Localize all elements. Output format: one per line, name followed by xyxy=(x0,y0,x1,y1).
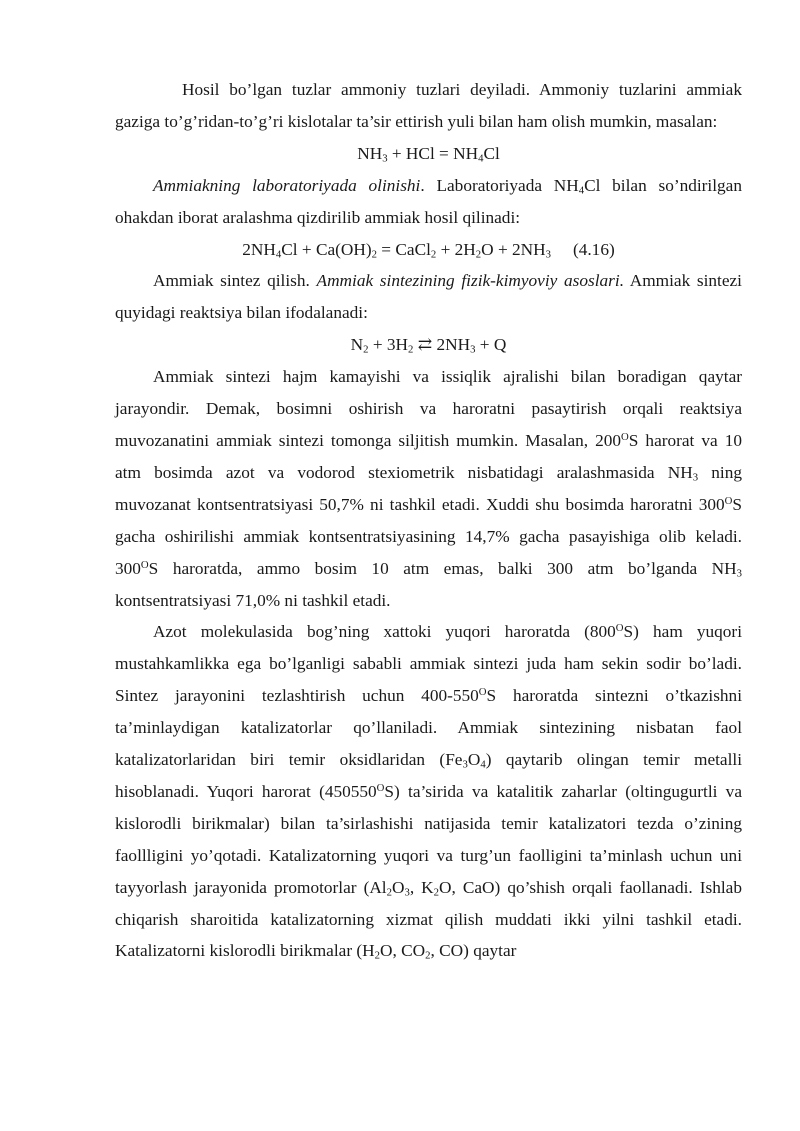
subscript: 2 xyxy=(475,247,482,260)
subscript: 2 xyxy=(433,886,440,899)
subscript: 2 xyxy=(425,949,431,962)
superscript: O xyxy=(724,494,733,507)
paragraph-text: Ammiak sintez qilish. xyxy=(153,271,317,291)
subscript: 2 xyxy=(374,949,380,962)
paragraph-text: , CO) qaytar xyxy=(430,941,517,961)
paragraph-text: O, CO xyxy=(379,941,426,961)
equation-text: O + 2NH xyxy=(481,239,546,259)
equation-text: N xyxy=(350,335,364,355)
paragraph-text: S) ham yuqori mustahkamlikka ega bo’lganligi sababli ammiak sintezi juda ham sekin sodir bo’ladi. Sintez jarayonini tezlashtirish uchun 400-550 xyxy=(115,622,742,706)
equation-synthesis xyxy=(115,329,742,361)
paragraph-text: S haroratda, ammo bosim 10 atm emas, balki 300 atm bo’lganda NH xyxy=(148,558,737,578)
subscript: 3 xyxy=(692,471,699,484)
paragraph-text: , K xyxy=(409,877,434,897)
section-heading-italic: Ammiak sintezining fizik-kimyoviy asoslari. xyxy=(316,271,625,291)
paragraph-catalysts xyxy=(115,616,742,967)
subscript: 2 xyxy=(430,247,437,260)
superscript: O xyxy=(376,782,385,795)
superscript: O xyxy=(478,686,487,699)
superscript: O xyxy=(615,622,624,635)
superscript: O xyxy=(140,558,149,571)
paragraph-synthesis-intro xyxy=(115,265,742,329)
subscript: 3 xyxy=(382,152,388,165)
paragraph-text: O xyxy=(467,750,481,770)
subscript: 4 xyxy=(478,152,484,165)
equation-text: NH xyxy=(357,143,383,163)
paragraph-text: Cl bilan so’ndirilgan ohakdan iborat aralashma qizdirilib ammiak hosil qilinadi: xyxy=(115,175,742,227)
equation-4-16 xyxy=(115,234,742,266)
subscript: 4 xyxy=(275,247,282,260)
subscript: 4 xyxy=(578,184,585,197)
paragraph-text: Ammiak sintezi hajm kamayishi va issiqlik ajralishi bilan boradigan qaytar jarayondir. Demak, bosimni oshirish va haroratni pasaytirish orqali reaktsiya muvozanatini ammiak sintezi tomonga siljitish mumkin. Masalan, 200 xyxy=(115,367,742,450)
paragraph-text: O xyxy=(391,877,405,897)
equation-text: + 2H xyxy=(436,239,476,259)
paragraph-text: . Laboratoriyada NH xyxy=(420,175,579,195)
equation-text: Cl xyxy=(483,143,500,163)
paragraph-ammonium-salts xyxy=(115,74,742,138)
equation-text: 2NH xyxy=(242,239,276,259)
paragraph-text: ning muvozanat kontsentratsiyasi 50,7% ni tashkil etadi. Xuddi shu bosimda haroratni 300 xyxy=(115,462,743,514)
paragraph-text: S haroratda sintezni o’tkazishni ta’minlaydigan katalizatorlar qo’llaniladi. Ammiak sintezining nisbatan faol katalizatorlaridan biri temir oksidlaridan (Fe xyxy=(115,686,742,770)
paragraph-text: kontsentratsiyasi 71,0% ni tashkil etadi. xyxy=(115,590,391,610)
equation-text: + Q xyxy=(475,335,507,355)
paragraph-text: S) ta’sirida va katalitik zaharlar (oltingugurtli va kislorodli birikmalar) bilan ta’sirlashishi natijasida temir katalizatori tezda o’zining faollligini yo’qotadi. Katalizatorning yuqori va turg’un faolligini ta’minlash uchun uni tayyorlash jarayonida promotorlar (Al xyxy=(115,781,742,897)
equation-text: = CaCl xyxy=(376,239,431,259)
paragraph-text: ) qaytarib olingan temir metalli hisoblanadi. Yuqori harorat (450550 xyxy=(115,750,742,801)
section-heading-italic: Ammiakning laboratoriyada olinishi xyxy=(153,175,421,195)
paragraph-text: Azot molekulasida bog’ning xattoki yuqori haroratda (800 xyxy=(153,622,616,642)
document-page xyxy=(115,74,742,967)
subscript: 2 xyxy=(386,886,392,899)
paragraph-text: Hosil bo’lgan tuzlar ammoniy tuzlari deyiladi. Ammoniy tuzlarini ammiak gaziga to’g’ridan-to’g’ri kislotalar ta’sir ettirish yuli bilan ham olish mumkin, masalan: xyxy=(115,80,742,131)
paragraph-text: S harorat va 10 atm bosimda azot va vodorod stexiometrik nisbatidagi aralashmasida NH xyxy=(115,430,742,482)
equation-text: Cl + Ca(OH) xyxy=(281,239,372,259)
subscript: 2 xyxy=(408,343,414,356)
subscript: 3 xyxy=(470,343,476,356)
equation-text: + HCl = NH xyxy=(387,143,479,163)
equation-text: + 3H xyxy=(368,335,409,355)
subscript: 4 xyxy=(480,758,486,771)
equation-text: ⇄ 2NH xyxy=(413,335,471,355)
superscript: O xyxy=(621,431,629,444)
equation-nh3-hcl xyxy=(115,138,742,170)
subscript: 3 xyxy=(404,886,410,899)
paragraph-text: O, CaO) qo’shish orqali faollanadi. Ishlab chiqarish sharoitida katalizatorning xizmat qilish muddati ikki yilni tashkil etadi. Katalizatorni kislorodli birikmalar (H xyxy=(115,877,742,961)
subscript: 3 xyxy=(736,566,742,579)
subscript: 3 xyxy=(462,758,468,771)
subscript: 2 xyxy=(363,343,369,356)
paragraph-laboratory xyxy=(115,170,742,234)
equation-number: (4.16) xyxy=(572,239,615,259)
paragraph-text: Ammiak sintezi quyidagi reaktsiya bilan ifodalanadi: xyxy=(115,271,742,323)
subscript: 3 xyxy=(545,247,551,260)
paragraph-equilibrium xyxy=(115,361,742,616)
paragraph-text: S gacha oshirilishi ammiak kontsentratsiyasining 14,7% gacha pasayishiga olib keladi. 300 xyxy=(115,494,742,578)
subscript: 2 xyxy=(371,247,377,260)
